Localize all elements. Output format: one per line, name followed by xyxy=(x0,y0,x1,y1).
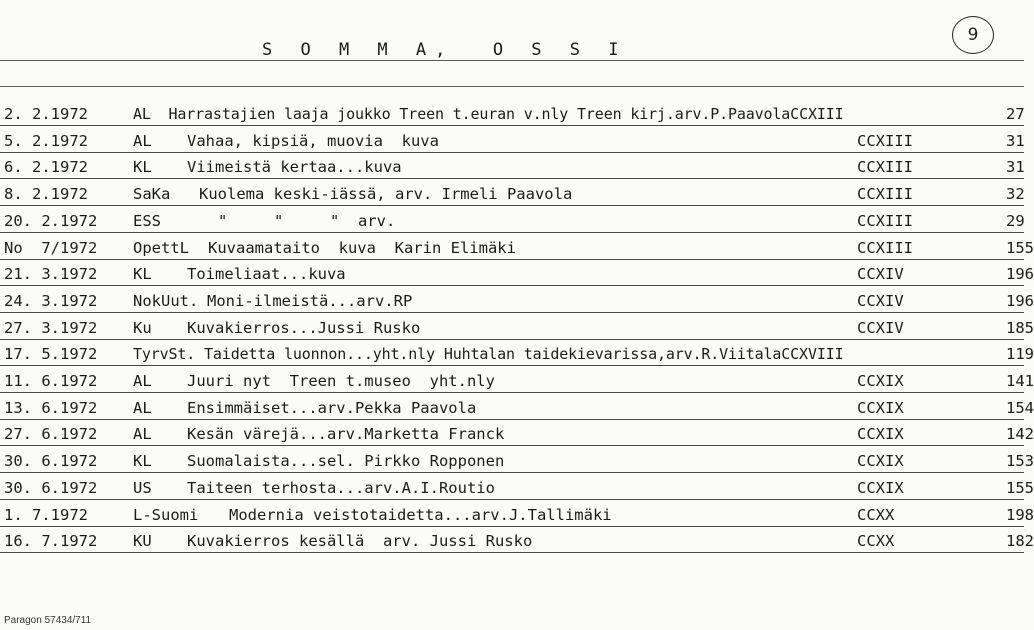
table-row xyxy=(0,180,1024,206)
entry-date: 27. 6.1972 xyxy=(4,425,98,444)
table-row xyxy=(0,234,1034,260)
entry-date: 30. 6.1972 xyxy=(4,478,98,497)
table-row xyxy=(0,287,1034,313)
entry-org: KL xyxy=(133,265,152,284)
entry-page: 119 xyxy=(1006,345,1034,364)
entry-page: 141 xyxy=(1006,372,1034,390)
entry-date: 11. 6.1972 xyxy=(4,372,98,390)
table-row xyxy=(0,367,1034,393)
entry-org: L-Suomi xyxy=(133,505,199,524)
entry-volume: CCXX xyxy=(857,505,895,524)
entry-date: 21. 3.1972 xyxy=(4,265,98,284)
entry-org: SaKa xyxy=(133,185,171,204)
entry-page: 29 xyxy=(1006,211,1025,230)
entry-volume: CCXIX xyxy=(857,478,904,497)
entry-text: TyrvSt. Taidetta luonnon...yht.nly Huhtalan taidekievarissa,arv.R.ViitalaCCXVIII xyxy=(133,345,844,364)
entry-org: AL xyxy=(133,105,151,123)
table-row xyxy=(0,100,1024,126)
entry-date: 13. 6.1972 xyxy=(4,398,98,417)
entry-volume: CCXIX xyxy=(857,425,904,444)
entry-page: 196 xyxy=(1006,265,1034,284)
entry-desc: Kesän värejä...arv.Marketta Franck xyxy=(187,425,505,444)
entry-volume: CCXX xyxy=(857,532,895,551)
table-row xyxy=(0,207,1024,233)
entry-date: 20. 2.1972 xyxy=(4,211,98,230)
entry-desc: Kuvaamataito kuva Karin Elimäki xyxy=(208,238,516,257)
row-rule xyxy=(0,552,1024,553)
entry-org: Ku xyxy=(133,318,152,337)
entry-desc: Taiteen terhosta...arv.A.I.Routio xyxy=(187,478,495,497)
entry-org: KL xyxy=(133,158,152,177)
entry-desc: Harrastajien laaja joukko Treen t.euran v.nly Treen kirj.arv.P.PaavolaCCXIII xyxy=(168,105,844,123)
entry-page: 155 xyxy=(1006,238,1034,257)
table-row xyxy=(0,340,1034,366)
entry-page: 185 xyxy=(1006,318,1034,337)
entry-page: 198 xyxy=(1006,505,1034,524)
entry-date: 24. 3.1972 xyxy=(4,291,98,310)
entry-page: 31 xyxy=(1006,131,1025,150)
entry-date: 16. 7.1972 xyxy=(4,532,98,551)
entry-org: KL xyxy=(133,452,152,471)
entry-page: 31 xyxy=(1006,158,1025,177)
entry-date: 17. 5.1972 xyxy=(4,345,98,364)
paragon-imprint: Paragon 57434/711 xyxy=(4,615,92,626)
entry-org: AL xyxy=(133,398,152,417)
entry-page: 142 xyxy=(1006,425,1034,444)
entry-org: NokUut. xyxy=(133,291,199,310)
entry-volume: CCXIII xyxy=(857,185,913,204)
table-row xyxy=(0,527,1034,553)
entry-volume: CCXIX xyxy=(857,452,904,471)
entry-page: 196 xyxy=(1006,291,1034,310)
entry-page: 153 xyxy=(1006,452,1034,471)
entry-volume: CCXIII xyxy=(857,131,913,150)
entry-volume: CCXIII xyxy=(857,158,913,177)
entry-date: 6. 2.1972 xyxy=(4,158,88,177)
entry-page: 32 xyxy=(1006,185,1025,204)
entry-date: 8. 2.1972 xyxy=(4,185,88,204)
table-row xyxy=(0,447,1034,473)
entry-date: 5. 2.1972 xyxy=(4,131,88,150)
entry-page: 182 xyxy=(1006,532,1034,551)
entry-desc: Viimeistä kertaa...kuva xyxy=(187,158,402,177)
entry-desc: Modernia veistotaidetta...arv.J.Tallimäki xyxy=(229,505,612,524)
entry-volume: CCXIX xyxy=(857,398,904,417)
entry-volume: CCXIV xyxy=(857,291,904,310)
entry-org: AL xyxy=(133,372,152,390)
entry-volume: CCXIV xyxy=(857,318,904,337)
entry-date: No 7/1972 xyxy=(4,238,98,257)
entry-desc: Kuvakierros...Jussi Rusko xyxy=(187,318,421,337)
header-divider xyxy=(0,86,1024,87)
entry-org: KU xyxy=(133,532,152,551)
page-title: S O M M A, O S S I xyxy=(262,40,628,60)
entry-org: AL xyxy=(133,425,152,444)
entry-desc: Ensimmäiset...arv.Pekka Paavola xyxy=(187,398,477,417)
entry-desc: Moni-ilmeistä...arv.RP xyxy=(207,291,413,310)
entry-desc: Kuolema keski-iässä, arv. Irmeli Paavola xyxy=(199,185,573,204)
card-number-circle: 9 xyxy=(952,16,994,54)
table-row xyxy=(0,420,1034,446)
entry-page: 27 xyxy=(1006,105,1025,123)
entry-text xyxy=(133,105,843,123)
entry-desc: Juuri nyt Treen t.museo yht.nly xyxy=(187,372,495,390)
entry-desc: Kuvakierros kesällä arv. Jussi Rusko xyxy=(187,532,533,551)
table-row xyxy=(0,260,1034,286)
table-row xyxy=(0,314,1034,340)
entry-volume: CCXIX xyxy=(857,372,904,390)
table-row xyxy=(0,127,1024,153)
table-row xyxy=(0,501,1034,527)
entry-org: US xyxy=(133,478,152,497)
entry-date: 1. 7.1972 xyxy=(4,505,88,524)
entry-date: 2. 2.1972 xyxy=(4,105,88,123)
entry-org: ESS xyxy=(133,211,161,230)
entry-org: OpettL xyxy=(133,238,189,257)
entry-volume: CCXIII xyxy=(857,238,913,257)
table-row xyxy=(0,153,1024,179)
entry-page: 155 xyxy=(1006,478,1034,497)
entry-page: 154 xyxy=(1006,398,1034,417)
entry-date: 27. 3.1972 xyxy=(4,318,98,337)
title-rule xyxy=(0,60,1024,61)
entry-volume: CCXIII xyxy=(857,211,913,230)
entry-desc: Suomalaista...sel. Pirkko Ropponen xyxy=(187,452,505,471)
table-row xyxy=(0,474,1034,500)
entry-date: 30. 6.1972 xyxy=(4,452,98,471)
table-row xyxy=(0,394,1034,420)
entry-volume: CCXIV xyxy=(857,265,904,284)
entry-desc: " " " arv. xyxy=(218,211,396,230)
entry-desc: Vahaa, kipsiä, muovia kuva xyxy=(187,131,439,150)
entry-desc: Toimeliaat...kuva xyxy=(187,265,346,284)
entry-org: AL xyxy=(133,131,152,150)
